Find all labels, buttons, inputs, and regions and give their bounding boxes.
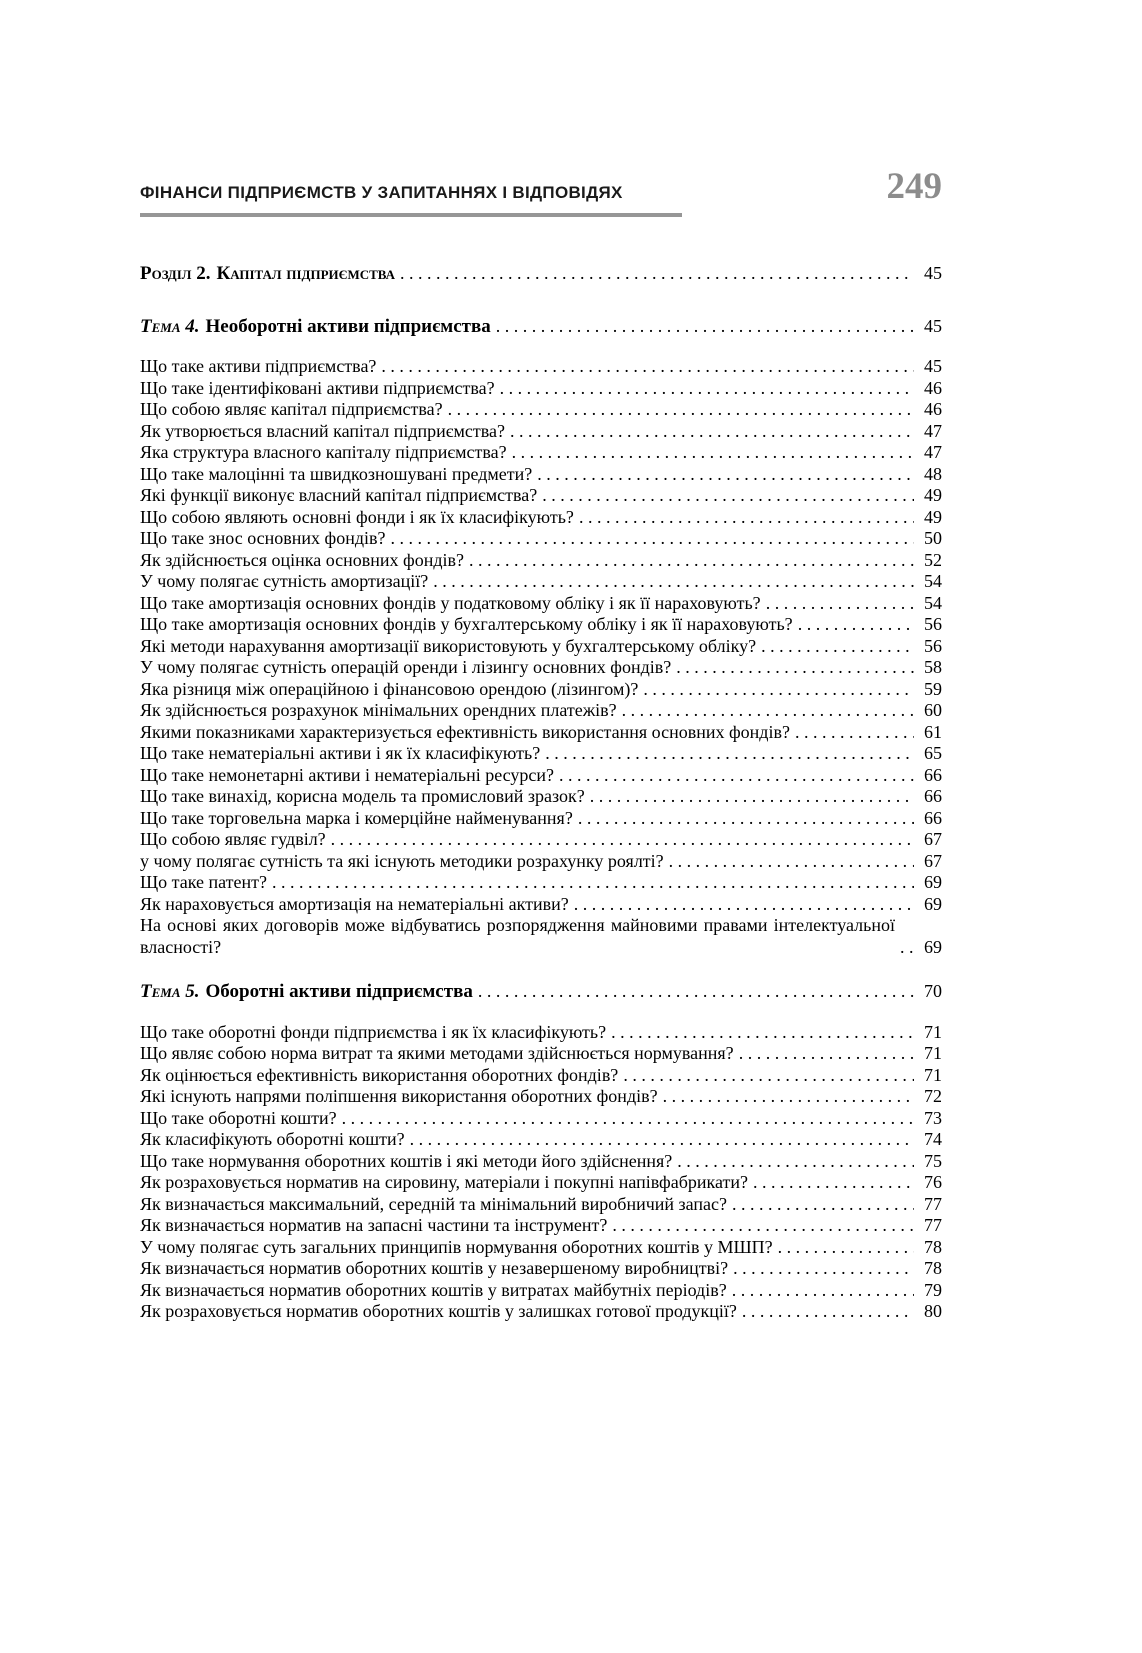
toc-entry-title [140,1280,727,1302]
toc-page-number: 66 [924,764,942,785]
toc-entry-text: Якими показниками характеризується ефективність використання основних фондів? [140,721,790,742]
toc-entry [140,657,942,679]
dot-leader [611,1022,914,1044]
toc-entry-text: Що таке амортизація основних фондів у бухгалтерському обліку і як її нараховують? [140,614,793,634]
toc-entry-title [140,1194,727,1216]
toc-entry [140,636,942,658]
dot-leader [798,614,914,636]
toc-entry-text: Що таке оборотні кошти? [140,1107,337,1128]
dot-leader [778,1237,914,1259]
dot-leader [753,1172,914,1194]
toc-page-number: 75 [924,1150,942,1171]
toc-entry-text: Як здійснюється оцінка основних фондів? [140,549,464,570]
toc-page-number: 71 [924,1064,942,1085]
toc-entry [140,1151,942,1173]
dot-leader [381,356,914,378]
toc-entry-text: Капітал підприємства [216,263,396,284]
toc-entry-title [140,872,267,894]
toc-page-number: 72 [924,1086,942,1106]
toc-entry-prefix: Тема 4. [140,315,200,337]
toc-entry-text: У чому полягає суть загальних принципів нормування оборотних коштів у МШП? [140,1236,773,1257]
toc-entry [140,829,942,851]
toc-theme-heading [140,981,942,1003]
toc-entry-text: Що таке немонетарні активи і нематеріальні ресурси? [140,764,555,785]
dot-leader [390,528,914,550]
toc-entry [140,1215,942,1237]
toc-entry-title [140,356,376,378]
toc-entry-title [140,571,428,593]
toc-page-number: 69 [924,872,942,892]
toc-entry-text: Які функції виконує власний капітал підприємства? [140,485,538,505]
toc-entry [140,722,942,744]
toc-entry-title [140,808,573,830]
toc-entry [140,915,942,958]
toc-entry [140,550,942,572]
toc-entry [140,851,942,873]
toc-entry-title [140,829,326,851]
toc-entry-title [140,593,761,615]
toc-entry [140,679,942,701]
dot-leader [677,1151,914,1173]
toc-entry [140,1108,942,1130]
toc-entry [140,1172,942,1194]
toc-entry [140,743,942,765]
toc-page-number: 67 [924,850,942,871]
toc-entry-title [140,851,664,873]
toc-entry-text: На основі яких договорів може відбуватись розпорядження майновими правами інтелектуальної власності? [140,915,895,957]
toc-entry-text: Як визначається норматив оборотних коштів у витратах майбутніх періодів? [140,1279,727,1300]
toc-page-number: 78 [924,1258,942,1278]
toc-page-number: 73 [924,1107,942,1128]
toc-entry-title [140,464,532,486]
toc-entry-title [140,399,443,421]
toc-page-number: 49 [924,485,942,505]
toc-entry-text: у чому полягає сутність та які існують методики розрахунку роялті? [140,850,664,871]
toc-entry-text: Як визначається максимальний, середній та мінімальний виробничий запас? [140,1193,728,1214]
dot-leader [448,399,914,421]
toc-entry-text: Як оцінюється ефективність використання оборотних фондів? [140,1064,619,1085]
toc-entry [140,1022,942,1044]
dot-leader [545,743,914,765]
toc-entry [140,1065,942,1087]
toc-page-number: 56 [924,614,942,634]
dot-leader [478,981,914,1003]
dot-leader [578,808,914,830]
toc-entry-text: Що являє собою норма витрат та якими методами здійснюється нормування? [140,1043,734,1063]
dot-leader [742,1301,914,1323]
toc-entry [140,808,942,830]
toc-page-number: 47 [924,420,942,441]
dot-leader [676,657,914,679]
toc-entry-title [140,378,495,400]
toc-entry-text: Як розраховується норматив на сировину, матеріали і покупні напівфабрикати? [140,1172,748,1192]
toc-entry-prefix: Розділ 2. [140,263,211,284]
toc-page-number: 45 [924,263,942,283]
toc-entry [140,1237,942,1259]
toc-entry-title [140,263,395,285]
toc-page-number: 66 [924,807,942,828]
toc-entry-title [140,786,585,808]
dot-leader [559,765,914,787]
toc-page-number: 47 [924,442,942,462]
toc-entry-text: Що таке амортизація основних фондів у податковому обліку і як її нараховують? [140,592,761,613]
toc-entry [140,765,942,787]
toc-entry-title [140,722,790,744]
toc-entry-title [140,743,540,765]
dot-leader [643,679,914,701]
toc-entry-text: Як визначається норматив оборотних коштів у незавершеному виробництві? [140,1258,729,1278]
toc-entry-text: Що таке малоцінні та швидкозношувані предмети? [140,463,533,484]
toc-entry-text: Що таке знос основних фондів? [140,528,386,548]
toc-page-number: 46 [924,377,942,398]
dot-leader [342,1108,914,1130]
toc-entry-title [140,507,574,529]
toc-page-number: 54 [924,571,942,591]
dot-leader [496,316,914,338]
toc-entry-text: Як нараховується амортизація на нематеріальні активи? [140,893,569,914]
toc-theme-heading [140,316,942,338]
toc-page-number: 58 [924,657,942,677]
toc-entry-text: Що собою являє гудвіл? [140,829,326,849]
toc-entry-text: Як класифікують оборотні кошти? [140,1129,405,1149]
dot-leader [590,786,914,808]
toc-entry [140,421,942,443]
toc-entry [140,1194,942,1216]
toc-entry-text: Як утворюється власний капітал підприємства? [140,420,505,441]
toc-entry-text: Що собою являє капітал підприємства? [140,399,443,419]
toc-entry-text: Як розраховується норматив оборотних коштів у залишках готової продукції? [140,1301,737,1321]
toc-entry-text: У чому полягає сутність операцій оренди і лізингу основних фондів? [140,657,672,677]
toc-entry-title [140,485,537,507]
toc-entry-title [140,1172,748,1194]
dot-leader [900,937,914,959]
toc-page-number: 80 [924,1301,942,1321]
toc-entry [140,872,942,894]
toc-entry-text: Що таке нематеріальні активи і як їх класифікують? [140,743,541,763]
toc-entry [140,593,942,615]
toc-entry-prefix: Тема 5. [140,981,200,1002]
dot-leader [331,829,914,851]
toc-entry [140,1129,942,1151]
running-head-title: ФІНАНСИ ПІДПРИЄМСТВ У ЗАПИТАННЯХ І ВІДПОВІДЯХ [140,183,623,202]
toc-entry-text: Що таке ідентифіковані активи підприємства? [140,377,495,398]
dot-leader [512,442,914,464]
table-of-contents [140,263,942,1323]
toc-entry-title [140,981,473,1003]
toc-page-number: 74 [924,1129,942,1149]
toc-entry-title [140,915,895,958]
toc-entry-title [140,1301,737,1323]
toc-page-number: 54 [924,592,942,613]
toc-entry [140,1086,942,1108]
toc-page-number: 77 [924,1215,942,1235]
toc-page-number: 60 [924,700,942,720]
toc-entry [140,442,942,464]
dot-leader [612,1215,914,1237]
toc-page-number: 52 [924,549,942,570]
dot-leader [761,636,914,658]
toc-page-number: 61 [924,721,942,742]
toc-entry-text: Що таке активи підприємства? [140,356,377,376]
toc-entry [140,528,942,550]
toc-entry-title [140,657,671,679]
toc-entry-text: Необоротні активи підприємства [205,315,491,337]
toc-entry-title [140,1151,672,1173]
toc-entry-text: Що таке патент? [140,872,268,892]
toc-entry-title [140,700,617,722]
toc-page-number: 46 [924,399,942,419]
page-header [140,168,942,217]
toc-page-number: 69 [924,936,942,957]
toc-entry [140,464,942,486]
toc-page-number: 59 [924,678,942,699]
toc-entry-title [140,1043,734,1065]
dot-leader [510,421,914,443]
toc-entry-text: У чому полягає сутність амортизації? [140,571,429,591]
toc-entry-text: Що таке торговельна марка і комерційне найменування? [140,807,573,828]
dot-leader [542,485,914,507]
toc-page-number: 45 [924,356,942,376]
toc-entry [140,1258,942,1280]
toc-entry-title [140,894,569,916]
toc-page-number: 45 [924,315,942,336]
dot-leader [410,1129,914,1151]
toc-entry [140,356,942,378]
dot-leader [732,1280,914,1302]
toc-page-number: 78 [924,1236,942,1257]
running-head [140,168,942,205]
toc-entry [140,1301,942,1323]
toc-entry [140,571,942,593]
dot-leader [537,464,914,486]
toc-entry-title [140,1237,773,1259]
dot-leader [469,550,914,572]
toc-page-number: 65 [924,743,942,763]
dot-leader [433,571,914,593]
toc-entry-title [140,1215,607,1237]
toc-page-number: 79 [924,1279,942,1300]
toc-chapter-heading [140,263,942,285]
toc-entry-text: Яка різниця між операційною і фінансовою орендою (лізингом)? [140,678,639,699]
toc-entry [140,700,942,722]
dot-leader [400,263,914,285]
dot-leader [622,700,914,722]
dot-leader [669,851,914,873]
header-rule [140,213,682,217]
dot-leader [795,722,914,744]
toc-entry-title [140,614,793,636]
toc-entry-text: Які методи нарахування амортизації використовують у бухгалтерському обліку? [140,635,757,656]
toc-entry-title [140,1129,405,1151]
toc-entry-title [140,316,491,338]
page-number: 249 [886,166,942,207]
toc-entry-text: Що таке нормування оборотних коштів і які методи його здійснення? [140,1150,673,1171]
toc-entry [140,1280,942,1302]
toc-entry-text: Що собою являють основні фонди і як їх класифікують? [140,506,574,527]
toc-entry-title [140,442,507,464]
toc-entry [140,1043,942,1065]
toc-page-number: 76 [924,1172,942,1192]
toc-entry-title [140,679,638,701]
toc-page-number: 50 [924,528,942,548]
dot-leader [272,872,914,894]
toc-entry-title [140,636,756,658]
toc-page-number: 48 [924,463,942,484]
toc-entry-text: Оборотні активи підприємства [205,981,473,1002]
toc-page-number: 71 [924,1021,942,1042]
toc-entry-title [140,1022,606,1044]
toc-page-number: 49 [924,506,942,527]
toc-entry [140,786,942,808]
toc-entry-title [140,1086,658,1108]
toc-entry-text: Що таке оборотні фонди підприємства і як їх класифікують? [140,1021,607,1042]
dot-leader [739,1043,914,1065]
toc-page-number: 77 [924,1193,942,1214]
toc-entry-title [140,550,464,572]
dot-leader [732,1194,914,1216]
toc-page-number: 67 [924,829,942,849]
toc-entry-text: Що таке винахід, корисна модель та промисловий зразок? [140,786,585,806]
toc-entry [140,894,942,916]
dot-leader [766,593,914,615]
dot-leader [574,894,914,916]
dot-leader [579,507,914,529]
toc-page-number: 56 [924,635,942,656]
dot-leader [663,1086,914,1108]
toc-entry-title [140,528,385,550]
toc-entry [140,399,942,421]
toc-entry-text: Як здійснюється розрахунок мінімальних орендних платежів? [140,700,617,720]
dot-leader [733,1258,914,1280]
toc-entry-text: Яка структура власного капіталу підприємства? [140,442,507,462]
toc-entry [140,378,942,400]
toc-page-number: 70 [924,981,942,1001]
toc-page-number: 69 [924,893,942,914]
toc-entry-title [140,1258,728,1280]
dot-leader [500,378,914,400]
toc-entry-text: Які існують напрями поліпшення використання оборотних фондів? [140,1086,658,1106]
toc-entry-title [140,421,505,443]
toc-entry [140,507,942,529]
toc-entry-title [140,1065,618,1087]
toc-page-number: 66 [924,786,942,806]
toc-page-number: 71 [924,1043,942,1063]
toc-entry-title [140,765,554,787]
toc-entry [140,485,942,507]
toc-entry-title [140,1108,337,1130]
dot-leader [623,1065,914,1087]
toc-entry-text: Як визначається норматив на запасні частини та інструмент? [140,1215,608,1235]
toc-entry [140,614,942,636]
